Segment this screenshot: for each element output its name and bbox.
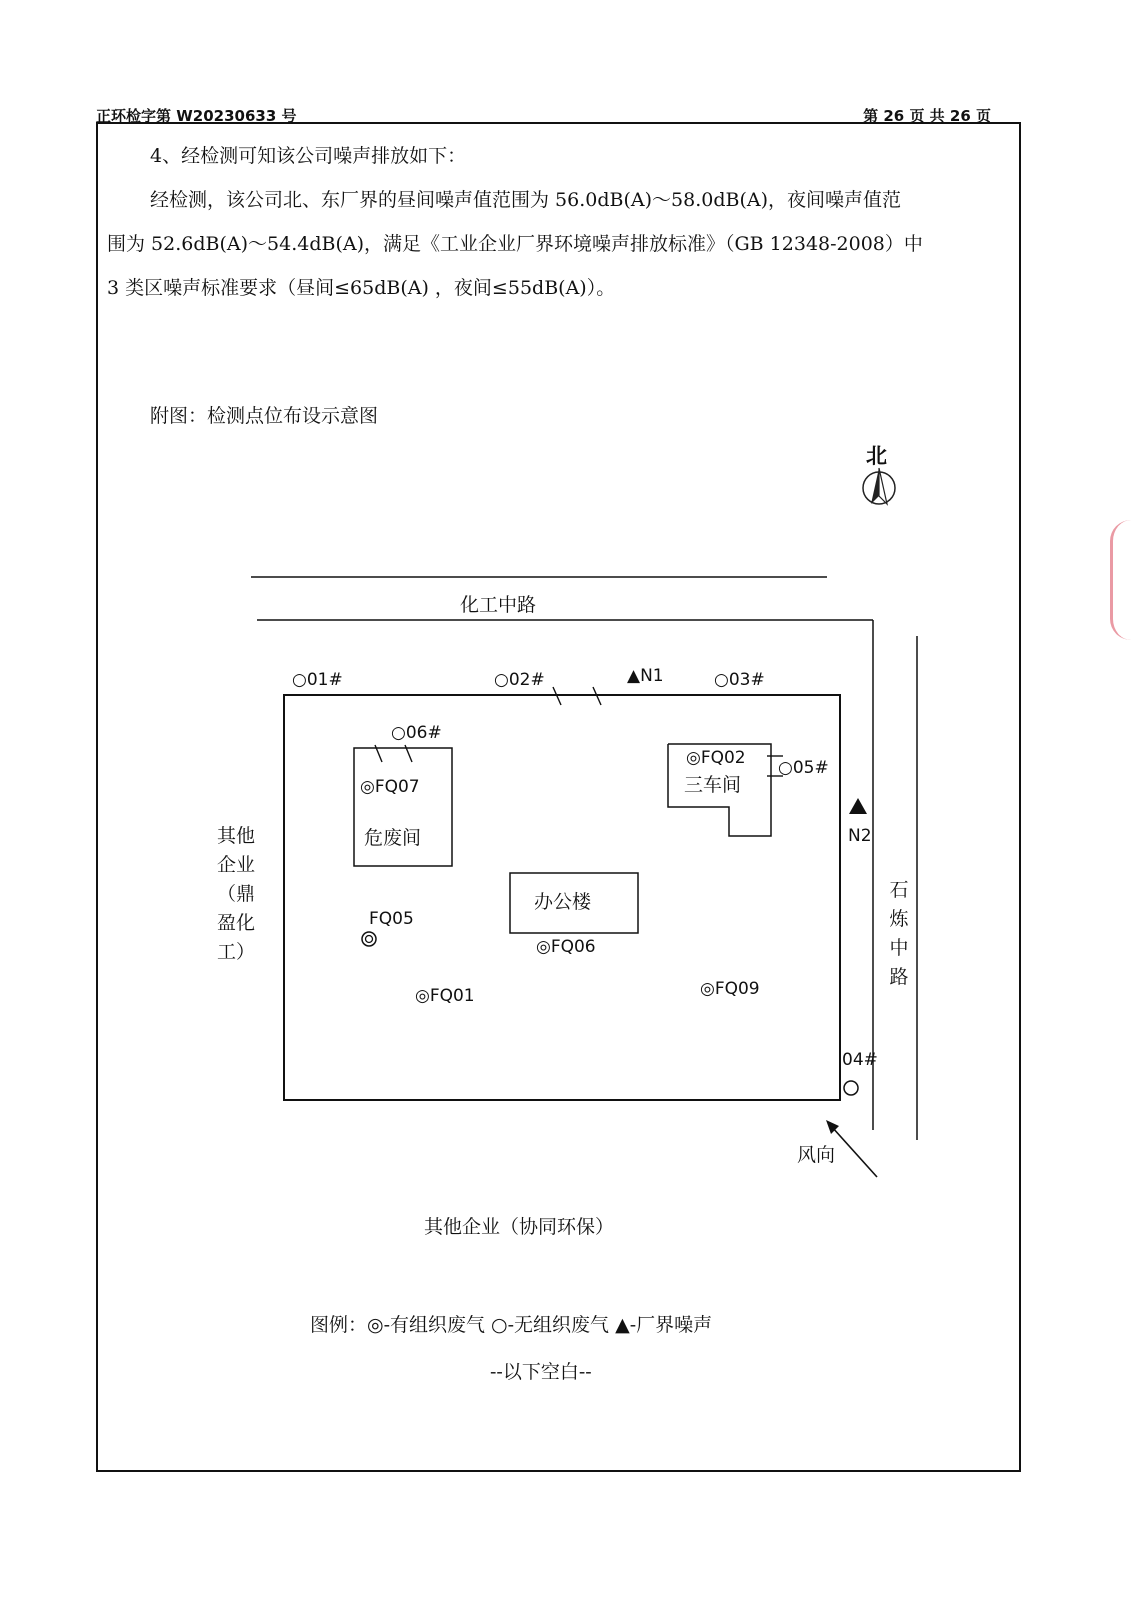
- point-04-marker: [844, 1081, 858, 1095]
- workshop3-label: 三车间: [684, 774, 742, 796]
- point-o05: ○05#: [778, 758, 829, 778]
- report-number: 正环检字第 W20230633 号: [96, 107, 297, 125]
- paragraph-line-2: 围为 52.6dB(A)～54.4dB(A)，满足《工业企业厂界环境噪声排放标准》（GB 12348-2008）中: [107, 233, 923, 255]
- point-n2: N2: [848, 826, 872, 846]
- north-label: 北: [866, 443, 887, 468]
- wind-label: 风向: [797, 1144, 836, 1166]
- point-fq09: ◎FQ09: [700, 979, 760, 999]
- point-n1: ▲N1: [627, 666, 664, 686]
- hazwaste-label: 危废间: [364, 827, 422, 849]
- south-neighbor-label: 其他企业（协同环保）: [424, 1216, 615, 1238]
- point-o06: ○06#: [391, 723, 442, 743]
- map-legend: 图例：◎-有组织废气 ○-无组织废气 ▲-厂界噪声: [310, 1314, 713, 1336]
- end-note: --以下空白--: [490, 1361, 592, 1383]
- road-east-label: 石炼中路: [889, 879, 909, 988]
- point-fq01: ◎FQ01: [415, 986, 475, 1006]
- point-fq02: ◎FQ02: [686, 748, 746, 768]
- seal-stamp-fragment: [1110, 520, 1131, 640]
- figure-caption: 附图：检测点位布设示意图: [150, 405, 379, 427]
- point-fq07: ◎FQ07: [360, 777, 420, 797]
- noise-point-n2-marker: [849, 798, 867, 814]
- wind-direction-arrow: [832, 1127, 877, 1177]
- point-o04: 04#: [842, 1050, 878, 1070]
- fq05-marker: [362, 932, 376, 946]
- point-fq05: FQ05: [369, 909, 414, 929]
- paragraph-line-1: 经检测，该公司北、东厂界的昼间噪声值范围为 56.0dB(A)～58.0dB(A)，夜间噪声值范: [150, 189, 901, 211]
- section-heading: 4、经检测可知该公司噪声排放如下：: [150, 145, 467, 167]
- point-o01: ○01#: [292, 670, 343, 690]
- point-o03: ○03#: [714, 670, 765, 690]
- point-fq06: ◎FQ06: [536, 937, 596, 957]
- page-info: 第 26 页 共 26 页: [863, 107, 991, 125]
- office-label: 办公楼: [534, 891, 592, 913]
- point-o02: ○02#: [494, 670, 545, 690]
- paragraph-line-3: 3 类区噪声标准要求（昼间≤65dB(A) ，夜间≤55dB(A)）。: [107, 277, 616, 299]
- west-neighbor-label: 其他企业（鼎盈化工）: [216, 825, 255, 963]
- road-north-label: 化工中路: [460, 594, 537, 616]
